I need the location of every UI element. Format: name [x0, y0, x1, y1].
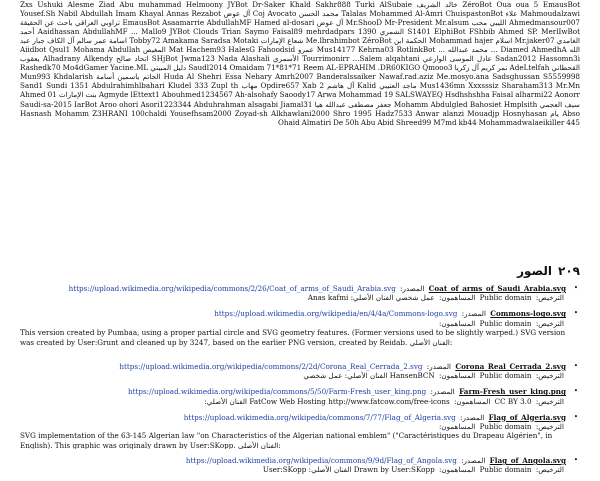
image-file-name[interactable]: Flag_of_Algeria.svg [488, 412, 566, 422]
contributors-value: Drawn by User:SKopp الفنان الأصلي: User:SKopp [262, 465, 435, 475]
contributors-label: المساهمون: [454, 396, 491, 406]
image-source-url[interactable]: https://upload.wikimedia.org/wikipedia/commons/2/2d/Corona_Real_Cerrada_2.svg [119, 361, 423, 371]
section-number: ٢٠٩ [558, 264, 580, 278]
bullet-icon: • [573, 456, 578, 465]
contributors-list [20, 0, 580, 256]
license-value: Public domain [479, 318, 532, 328]
license-label: الترخيص: [535, 396, 564, 406]
image-source-url[interactable]: https://upload.wikimedia.org/wikipedia/en/4/4a/Commons-logo.svg [214, 309, 458, 319]
contributors-value: HansenBCN الفنان الأصلي: عمل شخصي [303, 371, 435, 381]
source-label: المصدر: [400, 284, 425, 293]
contributors-text: ZéroBot Oua oua 5 EmausBot خالد الشريف Zxs Ushuki Alesme Ziad Abu muhammad Helmoony JYBot Dr-Saker Khald Sakhr888 Turki AlSubaie Mahmoudalzawi علاء Talalas Mohammed Al-Amri ChuispastonBot محمد الحسن Coj Avocato آل عوض Yousef.Sh Nabil Abdullah Imam Khayal Annas Rezabot Ahmedmansour007 الليبي محب Mr.ShooD Mr-President Mr.alsum آل عوض EmausBot Asaamarrie AbdullahMF Hamed al-dosari تراوبي العراقي باحث عن الحقيقة S1401 ElphiBot FShbib Ahmed SP. MerlIwBot الشمري Aaidhassan AbdullahMF ... Mallo9 JYBot Clouds Trian Saymo Faisal89 mehrdadpars 1390 أحمد الغامدي Mr.jaker07 اسلام Mohammad hajer الحكمة ابن Me.lbrahimbot ZéroBot شعاع الإمارات Tobby72 Amakama Saradsa Motaki اسامة عمر سالم آل الكاف جبار عبد الله Diamed AhmedhA ... محمد عبدالله ... Mus14177 Kehrna03 RotlinkBot عمرو Mat Hachem93 HalesG Fahoodsid المغيص Aiidbot Qsul1 Mohama Abdullah Sadan2012 Hassomn3i عادل الموسى الوارعي Tourrimonirr ...Salem alqahtani الأسمري SHjBot Jwma123 Nada Alashali اتحاد صالح Alhadrany Alkendy يعقوب القحطاني AdeLtelfah نمر كريم آل زكريا Saudl2014 Omaidam 71*81*71 Reem AL-EPRAHIM .DR60KIGO Qmooo3 دليل المبيتي Rashedk70 Mo4dGamer Yacine.ML Huda Al Shehri Essa Nehary Amrh2007 Banderalssaiker Nawaf.rad.aziz Me.mosyo.ana Sadsghussan S5559998 الحاتم ياسمين أسامة Mun993 Khdalarish Mus1436mn Xxxsssiz Sharaham313 Mr.Mn ماجد العتيبي Kalid آل هاشم Opdire657 Xab 2 مهاب Sand1 Sundi 1351 Abdulrahimhlbahari Kludel 333 Zupl th Agmyde lEttext1 Abouhmed1234567 Ah-alsohafy Saoody17 Arwa Mohammad 19 SALSWAYEQ Hsdhshshha Faisal alharmi22 Aonorr بنت الإمارات Ahmed 01 سيف العجمي Mohamm Abdulgled Bahosiet Hmplsith جعفر مصطفى عبدالله هيا Saudi-sa-2015 IarBot Aroo ohori Asori1223344 Abduhrahman alsagabi Jiamal31 Abso يام Hasnash Mohamm Z3HRANI 100chaldi Yousefhsam2000 Zoyad-sh Alkhawlani2000 Shro 1995 Hadz7533 Anwar alanzi Mouadjp Hosnyhasan Ohaid Almatiri De 50h Abu Abid Shreed99 M7md kb44 Mohammadwalaeikiller 445 [20, 0, 580, 127]
bullet-icon: • [573, 412, 578, 421]
source-label: المصدر: [426, 361, 452, 371]
contributors-label: المساهمون: [438, 318, 476, 328]
contributors-label: المساهمون: [438, 465, 476, 475]
license-value: CC BY 3.0 [494, 396, 532, 406]
license-label: الترخيص: [535, 371, 564, 381]
contributors-label: المساهمون: [438, 371, 476, 381]
image-credit-entry [20, 456, 580, 475]
license-label: الترخيص: [535, 318, 564, 328]
contributors-label: المساهمون: [438, 422, 476, 432]
license-value: Public domain [479, 422, 532, 432]
image-credit-entry [20, 362, 580, 381]
image-credit-entry [20, 387, 580, 406]
image-credits-list [20, 284, 580, 481]
image-credit-entry [20, 284, 580, 303]
image-file-name[interactable]: Farm-Fresh_user_king.png [459, 387, 566, 397]
image-file-name[interactable]: Commons-logo.svg [490, 309, 566, 319]
section-title: الصور [517, 264, 553, 278]
bullet-icon: • [573, 387, 578, 396]
license-value: Public domain [479, 465, 532, 475]
contributors-value: SVG implementation of the 63-145 Algerian law "on Characteristics of the Algerian national emblem" ("Caractéristiques du Drapeau Algérien", in English). This graphic was originaly drawn by User:SKopp. الفنان الأصلي: [20, 431, 553, 450]
image-credit-entry [20, 413, 580, 450]
image-file-name[interactable]: Corona_Real_Cerrada_2.svg [455, 361, 566, 371]
image-source-url[interactable]: https://upload.wikimedia.org/wikipedia/commons/9/9d/Flag_of_Angola.svg [185, 456, 457, 466]
image-credit-entry [20, 309, 580, 355]
license-label: الترخيص: [535, 422, 564, 432]
source-label: المصدر: [460, 412, 485, 422]
image-source-url[interactable]: https://upload.wikimedia.org/wikipedia/commons/5/50/Farm-Fresh_user_king.png [127, 387, 427, 397]
images-section-heading [517, 264, 580, 278]
license-label: الترخيص: [535, 465, 564, 475]
license-label: الترخيص: [535, 293, 564, 303]
contributors-label: المساهمون: [438, 293, 476, 303]
bullet-icon: • [573, 309, 578, 318]
contributors-value: FatCow Web Hosting http://www.fatcow.com/free-icons الفنان الأصلي: [204, 396, 450, 406]
license-value: Public domain [479, 371, 532, 381]
license-value: Public domain [479, 293, 532, 303]
contributors-value: عمل شخصي الفنان الأصلي: Anas kafmi [307, 293, 435, 303]
image-file-name[interactable]: Coat_of_arms_of_Saudi_Arabia.svg [428, 284, 566, 293]
image-source-url[interactable]: https://upload.wikimedia.org/wikipedia/commons/2/26/Coat_of_arms_of_Saudi_Arabia.svg [68, 284, 396, 293]
image-file-name[interactable]: Flag_of_Angola.svg [489, 456, 566, 466]
bullet-icon: • [573, 284, 578, 292]
image-source-url[interactable]: https://upload.wikimedia.org/wikipedia/commons/7/77/Flag_of_Algeria.svg [183, 412, 456, 422]
contributors-value: This version created by Pumbaa, using a proper partial circle and SVG geometry features. (Former versions used to be slightly warped.) SVG version was created by User:Grunt and cleaned up by 3247, based on the earlier PNG version, created by Reidab. الفنان الأصلي: [20, 328, 566, 347]
source-label: المصدر: [461, 456, 486, 466]
source-label: المصدر: [461, 309, 486, 319]
bullet-icon: • [573, 361, 578, 370]
source-label: المصدر: [430, 387, 455, 397]
